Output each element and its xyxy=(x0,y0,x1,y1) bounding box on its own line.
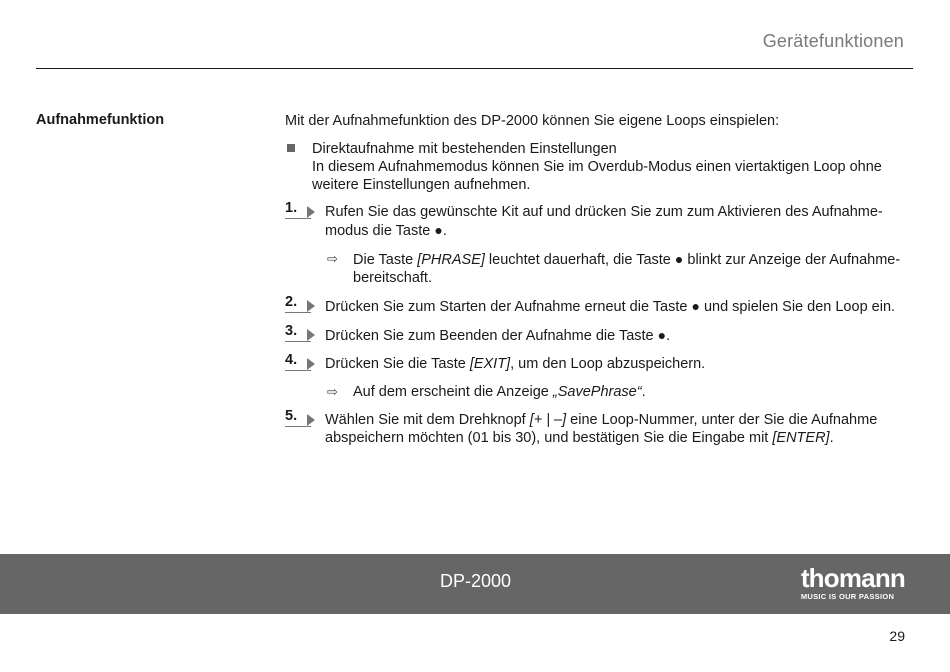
thomann-logo xyxy=(800,563,905,601)
result-text-middle: leuchtet dauerhaft, die Taste xyxy=(484,252,675,268)
page-number: 29 xyxy=(889,628,905,644)
step-number: 1. xyxy=(285,199,315,217)
step-key: [EXIT] xyxy=(469,356,511,372)
step-2 xyxy=(285,294,915,316)
step-text-end: . xyxy=(829,430,834,446)
logo-tagline: MUSIC IS OUR PASSION xyxy=(800,592,895,601)
record-dot-icon: ● xyxy=(674,251,684,267)
result-text-end: . xyxy=(641,384,646,400)
step-text-end: und spielen Sie den Loop ein. xyxy=(699,299,896,315)
record-dot-icon: ● xyxy=(691,298,700,314)
step-number: 2. xyxy=(285,293,315,311)
step-4-result xyxy=(285,383,915,401)
step-1 xyxy=(285,200,915,240)
step-number: 4. xyxy=(285,351,315,369)
step-key-enter: [ENTER] xyxy=(772,430,830,446)
step-text-end: , um den Loop abzuspeichern. xyxy=(510,356,706,372)
result-arrow-icon: ⇨ xyxy=(327,251,338,266)
result-key: [PHRASE] xyxy=(417,252,485,268)
step-text: Wählen Sie mit dem Drehknopf xyxy=(325,412,530,428)
footer-model-name: DP-2000 xyxy=(440,571,512,591)
content-body xyxy=(285,112,915,457)
step-key: [+ | –] xyxy=(529,412,567,428)
step-arrow-icon xyxy=(307,414,315,426)
header-divider xyxy=(36,68,913,69)
step-arrow-icon xyxy=(307,206,315,218)
result-text: Die Taste xyxy=(353,252,418,268)
step-text: Rufen Sie das gewünschte Kit auf und drücken Sie zum zum Aktivieren des Aufnahme-modus die Taste xyxy=(325,204,883,239)
logo-wordmark: thomann xyxy=(800,563,905,593)
record-dot-icon: ● xyxy=(657,327,667,343)
page-header-title: Gerätefunktionen xyxy=(762,31,904,51)
step-arrow-icon xyxy=(307,358,315,370)
step-arrow-icon xyxy=(307,300,315,312)
step-number: 5. xyxy=(285,407,315,425)
step-text-end: . xyxy=(666,328,671,344)
result-text-end: blinkt zur Anzeige der Aufnahme-bereitschaft. xyxy=(353,252,901,286)
step-arrow-icon xyxy=(307,329,315,341)
square-bullet-icon xyxy=(287,144,295,152)
step-5 xyxy=(285,408,915,447)
step-1-result xyxy=(285,250,915,287)
step-number: 3. xyxy=(285,322,315,340)
step-3 xyxy=(285,323,915,345)
step-text: Drücken Sie zum Beenden der Aufnahme die Taste xyxy=(325,328,658,344)
step-text-end: . xyxy=(442,223,447,239)
intro-text: Mit der Aufnahmefunktion des DP-2000 können Sie eigene Loops einspielen: xyxy=(285,113,780,129)
footer-band xyxy=(0,554,950,614)
step-text-middle: eine Loop-Nummer, unter der Sie die Aufnahme abspeichern möchten (01 bis 30), und bestätigen Sie die Eingabe mit xyxy=(325,412,878,446)
step-text: Drücken Sie zum Starten der Aufnahme erneut die Taste xyxy=(325,299,692,315)
bullet-text: In diesem Aufnahmemodus können Sie im Overdub-Modus einen viertaktigen Loop ohne weitere Einstellungen aufnehmen. xyxy=(312,159,882,193)
step-4 xyxy=(285,352,915,373)
result-arrow-icon: ⇨ xyxy=(327,384,338,399)
record-dot-icon: ● xyxy=(434,222,443,238)
bullet-item xyxy=(285,140,915,194)
result-text: Auf dem erscheint die Anzeige xyxy=(353,384,553,400)
bullet-title: Direktaufnahme mit bestehenden Einstellungen xyxy=(312,141,617,157)
result-display-text: „SavePhrase“ xyxy=(552,384,642,400)
step-text: Drücken Sie die Taste xyxy=(325,356,470,372)
section-label: Aufnahmefunktion xyxy=(36,112,165,128)
